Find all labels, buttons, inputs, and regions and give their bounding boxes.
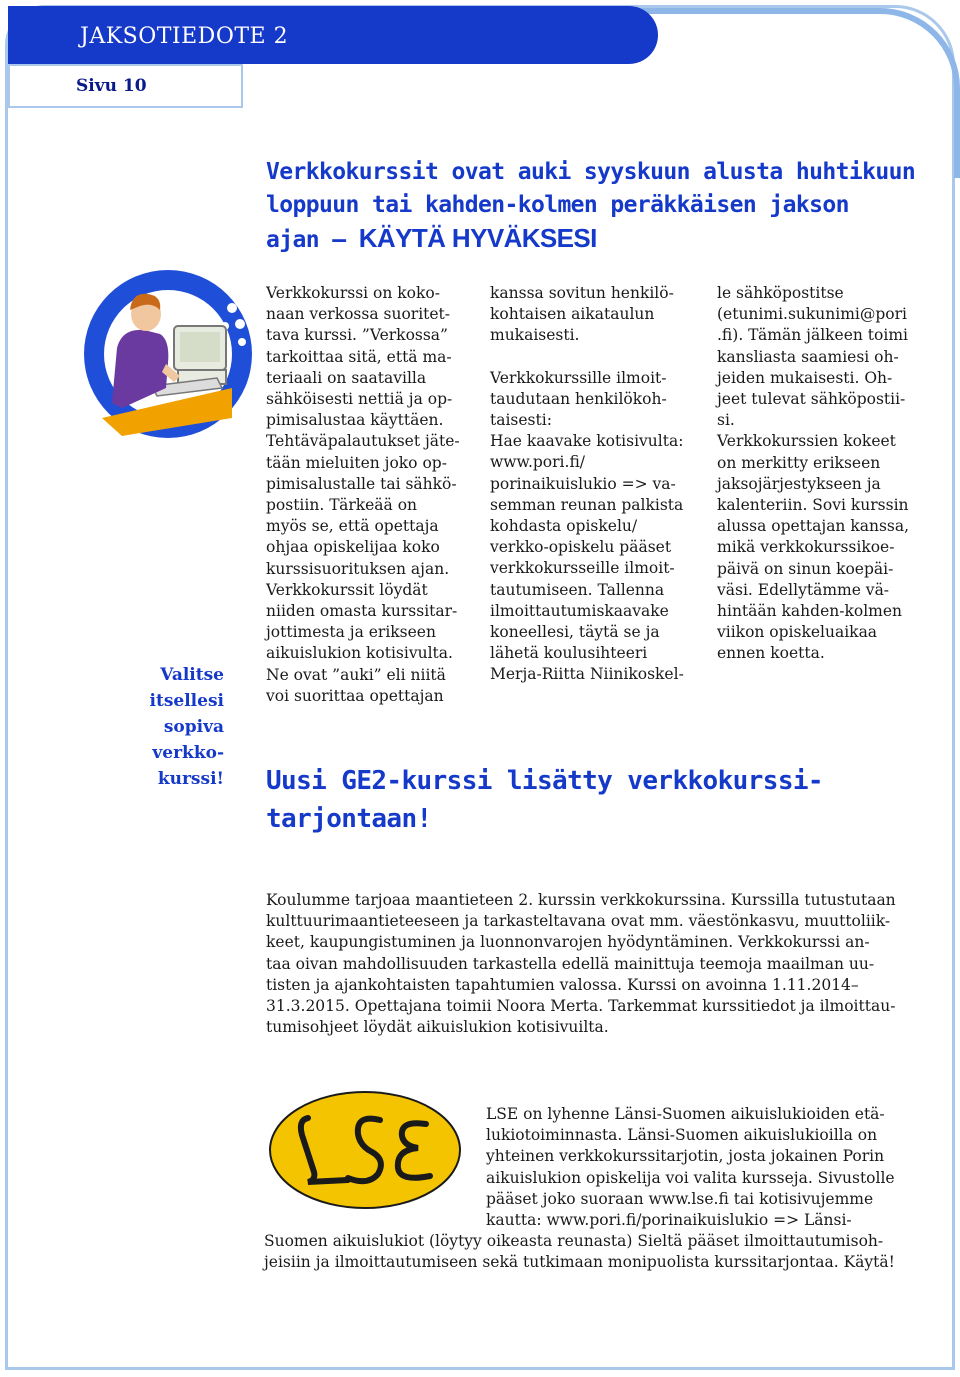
sidebar-note-line: Valitse bbox=[160, 665, 224, 685]
text-line: koneellesi, täytä se ja bbox=[490, 623, 660, 642]
text-line: kulttuurimaantieteeseen ja tarkasteltavana ovat mm. väestönkasvu, muuttoliik- bbox=[266, 912, 891, 931]
text-line: Merja-Riitta Niinikoskel- bbox=[490, 665, 684, 684]
text-line: sähköisesti nettiä ja op- bbox=[266, 390, 453, 409]
text-line: ilmoittautumiskaavake bbox=[490, 601, 669, 620]
text-line: taisesti: bbox=[490, 411, 552, 430]
section-heading-line: tarjontaan! bbox=[266, 804, 432, 834]
text-line: jeiden mukaisesti. Oh- bbox=[717, 368, 893, 387]
text-line: päivä on sinun koepäi- bbox=[717, 559, 894, 578]
text-line: mukaisesti. bbox=[490, 326, 580, 345]
text-line: yhteinen verkkokurssitarjotin, josta jokainen Porin bbox=[486, 1147, 885, 1166]
header-decoration bbox=[640, 8, 960, 178]
text-line: Verkkokurssi on koko- bbox=[266, 284, 440, 302]
section-heading bbox=[266, 762, 906, 838]
text-line: tautumiseen. Tallenna bbox=[490, 580, 665, 599]
text-line: Ne ovat ”auki” eli niitä bbox=[266, 665, 446, 684]
text-line: aikuislukion kotisivulta. bbox=[266, 644, 453, 663]
text-line: 31.3.2015. Opettajana toimii Noora Merta. Tarkemmat kurssitiedot ja ilmoittau- bbox=[266, 997, 896, 1016]
text-line: taudutaan henkilökoh- bbox=[490, 389, 667, 408]
text-line: Hae kaavake kotisivulta: bbox=[490, 432, 684, 451]
text-line: ohjaa opiskelijaa koko bbox=[266, 538, 440, 557]
text-line: on merkitty erikseen bbox=[717, 453, 881, 472]
text-line: kurssisuorituksen ajan. bbox=[266, 559, 450, 578]
text-line: kalenteriin. Sovi kurssin bbox=[717, 496, 909, 515]
text-line: teriaali on saatavilla bbox=[266, 368, 427, 387]
text-line: keet, kaupungistuminen ja luonnonvarojen hyödyntäminen. Verkkokurssi an- bbox=[266, 933, 870, 952]
text-line: Verkkokurssille ilmoit- bbox=[490, 368, 667, 387]
lse-description-continued bbox=[264, 1231, 934, 1273]
text-line: kohdasta opiskelu/ bbox=[490, 517, 638, 536]
text-line: myös se, että opettaja bbox=[266, 517, 439, 536]
text-line: .fi). Tämän jälkeen toimi bbox=[717, 326, 908, 345]
text-line: voi suorittaa opettajan bbox=[266, 686, 444, 705]
text-line: le sähköpostitse bbox=[717, 284, 844, 302]
text-line: niiden omasta kurssitar- bbox=[266, 602, 458, 621]
page-number-box bbox=[8, 64, 243, 108]
text-line: kautta: www.pori.fi/porinaikuislukio => Länsi- bbox=[486, 1211, 852, 1230]
headline-line bbox=[266, 222, 936, 257]
headline bbox=[266, 156, 936, 257]
text-line: alussa opettajan kanssa, bbox=[717, 517, 910, 536]
text-line: viikon opiskeluaikaa bbox=[717, 623, 878, 642]
text-line: tään mieluiten joko op- bbox=[266, 453, 447, 472]
text-line: tava kurssi. ”Verkossa” bbox=[266, 326, 448, 345]
lse-description bbox=[486, 1104, 926, 1231]
sidebar-note-line: sopiva bbox=[163, 717, 224, 737]
sidebar-note-line: itsellesi bbox=[149, 691, 224, 711]
text-line: Verkkokurssit löydät bbox=[266, 580, 428, 599]
text-line: tumisohjeet löydät aikuislukion kotisivuilta. bbox=[266, 1018, 609, 1037]
text-line: si. bbox=[717, 411, 735, 430]
text-line: lukiotoiminnasta. Länsi-Suomen aikuislukioilla on bbox=[486, 1126, 878, 1145]
lse-logo bbox=[268, 1090, 463, 1210]
text-line: jeet tulevat sähköpostii- bbox=[717, 390, 906, 409]
text-line: postiin. Tärkeää on bbox=[266, 496, 418, 515]
text-line: tisten ja ajankohtaisten tapahtumien valossa. Kurssi on avoinna 1.11.2014– bbox=[266, 975, 859, 994]
text-line: verkkokursseille ilmoit- bbox=[490, 559, 675, 578]
text-line: kanssa sovitun henkilö- bbox=[490, 284, 674, 302]
text-line: ennen koetta. bbox=[717, 644, 825, 663]
text-line: hintään kahden-kolmen bbox=[717, 602, 903, 621]
text-line: Suomen aikuislukiot (löytyy oikeasta reunasta) Sieltä pääset ilmoittautumisoh- bbox=[264, 1232, 884, 1250]
sidebar-note bbox=[118, 662, 224, 792]
text-line: (etunimi.sukunimi@pori bbox=[717, 305, 907, 324]
headline-emphasis: KÄYTÄ HYVÄKSESI bbox=[358, 223, 597, 253]
text-line: pimisalustalle tai sähkö- bbox=[266, 474, 457, 493]
text-line: naan verkossa suoritet- bbox=[266, 305, 451, 324]
headline-line: Verkkokurssit ovat auki syyskuun alusta huhtikuun bbox=[266, 159, 916, 185]
text-line: verkko-opiskelu pääset bbox=[490, 538, 672, 557]
text-line: kohtaisen aikataulun bbox=[490, 305, 655, 324]
article-column-2 bbox=[490, 283, 702, 686]
text-line: www.pori.fi/ bbox=[490, 453, 585, 472]
text-line: taa oivan mahdollisuuden tarkastella edellä mainittuja teemoja maailman uu- bbox=[266, 954, 875, 973]
headline-prefix: ajan — bbox=[266, 227, 359, 253]
article-column-1 bbox=[266, 283, 476, 707]
text-line: Verkkokurssien kokeet bbox=[717, 432, 896, 451]
person-at-computer-illustration bbox=[82, 268, 254, 440]
text-line: kansliasta saamiesi oh- bbox=[717, 347, 899, 366]
text-line: Koulumme tarjoaa maantieteen 2. kurssin verkkokurssina. Kurssilla tutustutaan bbox=[266, 891, 896, 909]
text-line: tarkoittaa sitä, että ma- bbox=[266, 347, 452, 366]
text-line: porinaikuislukio => va- bbox=[490, 474, 676, 493]
text-line: semman reunan palkista bbox=[490, 495, 684, 514]
headline-line: loppuun tai kahden-kolmen peräkkäisen jakson bbox=[266, 192, 849, 218]
text-line: jeisiin ja ilmoittautumiseen sekä tutkimaan monipuolista kurssitarjontaa. Käytä! bbox=[264, 1253, 895, 1272]
text-line: pimisalustaa käyttäen. bbox=[266, 411, 444, 430]
sidebar-note-line: kurssi! bbox=[157, 769, 224, 789]
text-line: jaksojärjestykseen ja bbox=[717, 474, 881, 493]
text-line: Tehtäväpalautukset jäte- bbox=[266, 432, 460, 451]
text-line: jottimesta ja erikseen bbox=[266, 623, 436, 642]
sidebar-note-line: verkko- bbox=[152, 743, 224, 763]
text-line: väsi. Edellytämme vä- bbox=[717, 580, 890, 599]
page-number: Sivu 10 bbox=[76, 76, 147, 96]
course-description bbox=[266, 890, 926, 1038]
text-line: LSE on lyhenne Länsi-Suomen aikuislukioiden etä- bbox=[486, 1105, 885, 1123]
header-bar bbox=[8, 6, 658, 64]
newsletter-title: JAKSOTIEDOTE 2 bbox=[80, 24, 289, 49]
text-line: pääset joko suoraan www.lse.fi tai kotisivujemme bbox=[486, 1189, 874, 1208]
text-line: mikä verkkokurssikoe- bbox=[717, 538, 895, 557]
text-line: lähetä koulusihteeri bbox=[490, 644, 648, 663]
text-line: aikuislukion opiskelija voi valita kursseja. Sivustolle bbox=[486, 1168, 895, 1187]
section-heading-line: Uusi GE2-kurssi lisätty verkkokurssi- bbox=[266, 766, 823, 796]
article-column-3 bbox=[717, 283, 927, 665]
